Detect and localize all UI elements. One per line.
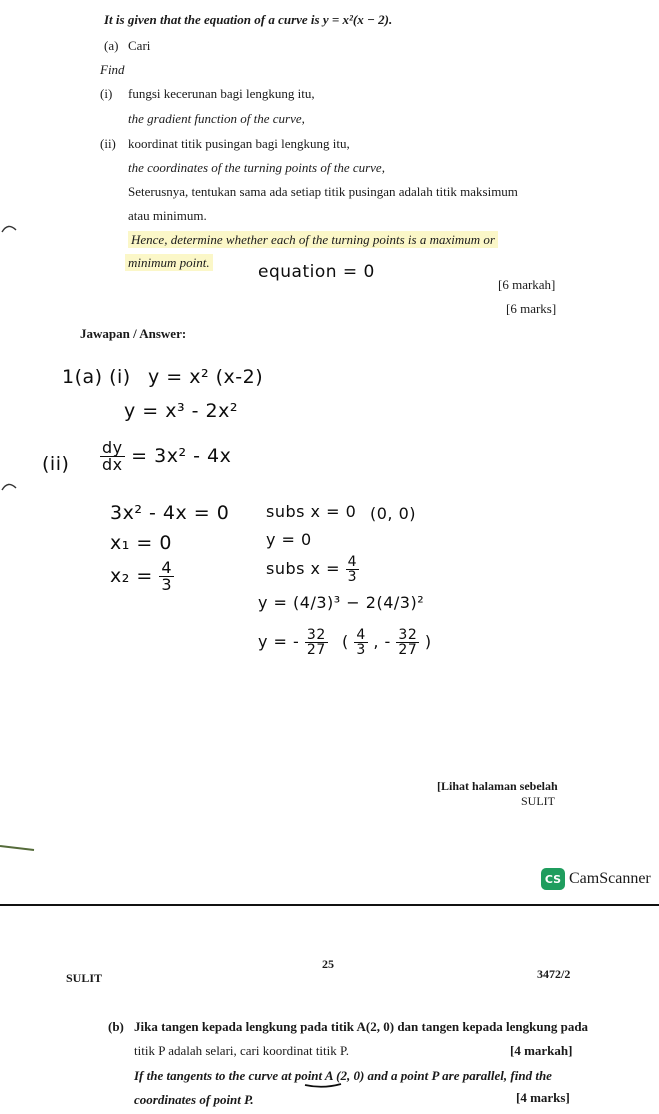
item-i-english: the gradient function of the curve, xyxy=(128,111,305,126)
hw-point2-y-fraction xyxy=(396,628,419,657)
hence-malay-line2: atau minimum. xyxy=(128,208,207,223)
hw-y2 xyxy=(258,628,328,657)
hw-point2-x-den: 3 xyxy=(356,642,366,658)
highlighted-text: Hence, determine whether each of the turning points is a maximum or xyxy=(128,231,498,248)
hw-subs1: subs x = 0 xyxy=(266,502,357,521)
hw-point2-y-den: 27 xyxy=(398,642,418,658)
item-ii-label: (ii) xyxy=(100,136,116,151)
hw-subs2 xyxy=(266,555,359,584)
item-ii-malay: koordinat titik pusingan bagi lengkung itu, xyxy=(128,136,350,151)
hw-point2 xyxy=(342,628,432,657)
question-stem: It is given that the equation of a curve is y = x²(x − 2). xyxy=(104,12,393,27)
marks-malay: [6 markah] xyxy=(498,277,556,292)
hw-dy-dx-fraction xyxy=(100,440,125,473)
hw-derivative-rhs: = 3x² - 4x xyxy=(131,445,232,467)
item-ii-english: the coordinates of the turning points of the curve, xyxy=(128,160,385,175)
part-b-malay-line2: titik P adalah selari, cari koordinat titik P. xyxy=(134,1043,350,1058)
part-b-label: (b) xyxy=(108,1019,124,1034)
hw-equation-note: equation = 0 xyxy=(258,262,375,282)
part-b-marks-malay: [4 markah] xyxy=(510,1043,573,1058)
hw-label-ii: (ii) xyxy=(42,453,70,475)
camscanner-logo: CS xyxy=(541,868,565,890)
hw-point2-x-fraction xyxy=(354,628,367,657)
hw-line1: y = x² (x-2) xyxy=(148,366,264,388)
hw-y2-num: 32 xyxy=(306,627,326,643)
hw-derivative xyxy=(100,440,231,473)
answer-label: Jawapan / Answer: xyxy=(80,326,187,341)
hw-x2-fraction xyxy=(159,560,174,593)
hw-subs2-den: 3 xyxy=(347,569,358,585)
paper-curl-mark-2 xyxy=(0,478,20,494)
hw-x2-left: x₂ = xyxy=(110,565,153,587)
hence-malay-line1: Seterusnya, tentukan sama ada setiap titik pusingan adalah titik maksimum xyxy=(128,184,518,199)
hw-x2-den: 3 xyxy=(161,575,173,594)
item-i-malay: fungsi kecerunan bagi lengkung itu, xyxy=(128,86,315,101)
hw-point2-y-num: 32 xyxy=(398,627,418,643)
hw-point2-sep: , - xyxy=(373,632,391,651)
hw-x2-num: 4 xyxy=(161,558,173,577)
camscanner-name: CamScanner xyxy=(569,870,651,887)
hw-point1: (0, 0) xyxy=(370,504,417,523)
paper-edge-smudge xyxy=(0,838,40,852)
hw-eq-zero: 3x² - 4x = 0 xyxy=(110,502,230,524)
hw-y2-den: 27 xyxy=(306,642,326,658)
hw-x2 xyxy=(110,560,174,593)
hw-label-1a-i: 1(a) (i) xyxy=(62,366,131,388)
hw-y0: y = 0 xyxy=(266,530,312,549)
hw-dy: dy xyxy=(102,438,123,457)
part-a-malay: Cari xyxy=(128,38,151,53)
highlighted-text-2: minimum point. xyxy=(125,254,213,271)
next-page-note: [Lihat halaman sebelah xyxy=(437,779,558,793)
hw-y2-left: y = - xyxy=(258,632,300,651)
paper-code: 3472/2 xyxy=(537,967,571,981)
hw-subs2-left: subs x = xyxy=(266,559,341,578)
hw-point2-close: ) xyxy=(424,632,432,651)
hence-english-line1 xyxy=(128,232,498,248)
hw-y2-fraction xyxy=(305,628,328,657)
paper-curl-mark xyxy=(0,220,20,236)
hence-english-line2 xyxy=(125,255,213,271)
part-b-english-line2: coordinates of point P. xyxy=(134,1092,254,1107)
hw-point2-x-num: 4 xyxy=(356,627,366,643)
hw-point2-open: ( xyxy=(342,632,349,651)
part-b-malay-line1: Jika tangen kepada lengkung pada titik A(2, 0) dan tangen kepada lengkung pada xyxy=(134,1019,589,1034)
hw-sub-line: y = (4/3)³ − 2(4/3)² xyxy=(258,593,425,612)
hw-x1: x₁ = 0 xyxy=(110,532,172,554)
hw-underline-mark xyxy=(303,1080,343,1090)
hw-line2: y = x³ - 2x² xyxy=(124,400,238,422)
sulit-footer: SULIT xyxy=(521,794,555,808)
part-a-label: (a) xyxy=(104,38,119,53)
item-i-label: (i) xyxy=(100,86,113,101)
hw-subs2-fraction xyxy=(346,555,359,584)
part-a-english: Find xyxy=(100,62,125,77)
part-b-english-line1: If the tangents to the curve at point A (2, 0) and a point P are parallel, find the xyxy=(134,1068,552,1083)
hw-dx: dx xyxy=(102,455,123,474)
hw-subs2-num: 4 xyxy=(347,554,358,570)
part-b-marks-english: [4 marks] xyxy=(516,1090,570,1105)
page-separator xyxy=(0,904,659,906)
page-number: 25 xyxy=(322,957,334,971)
sulit-header: SULIT xyxy=(66,971,103,985)
marks-english: [6 marks] xyxy=(506,301,557,316)
